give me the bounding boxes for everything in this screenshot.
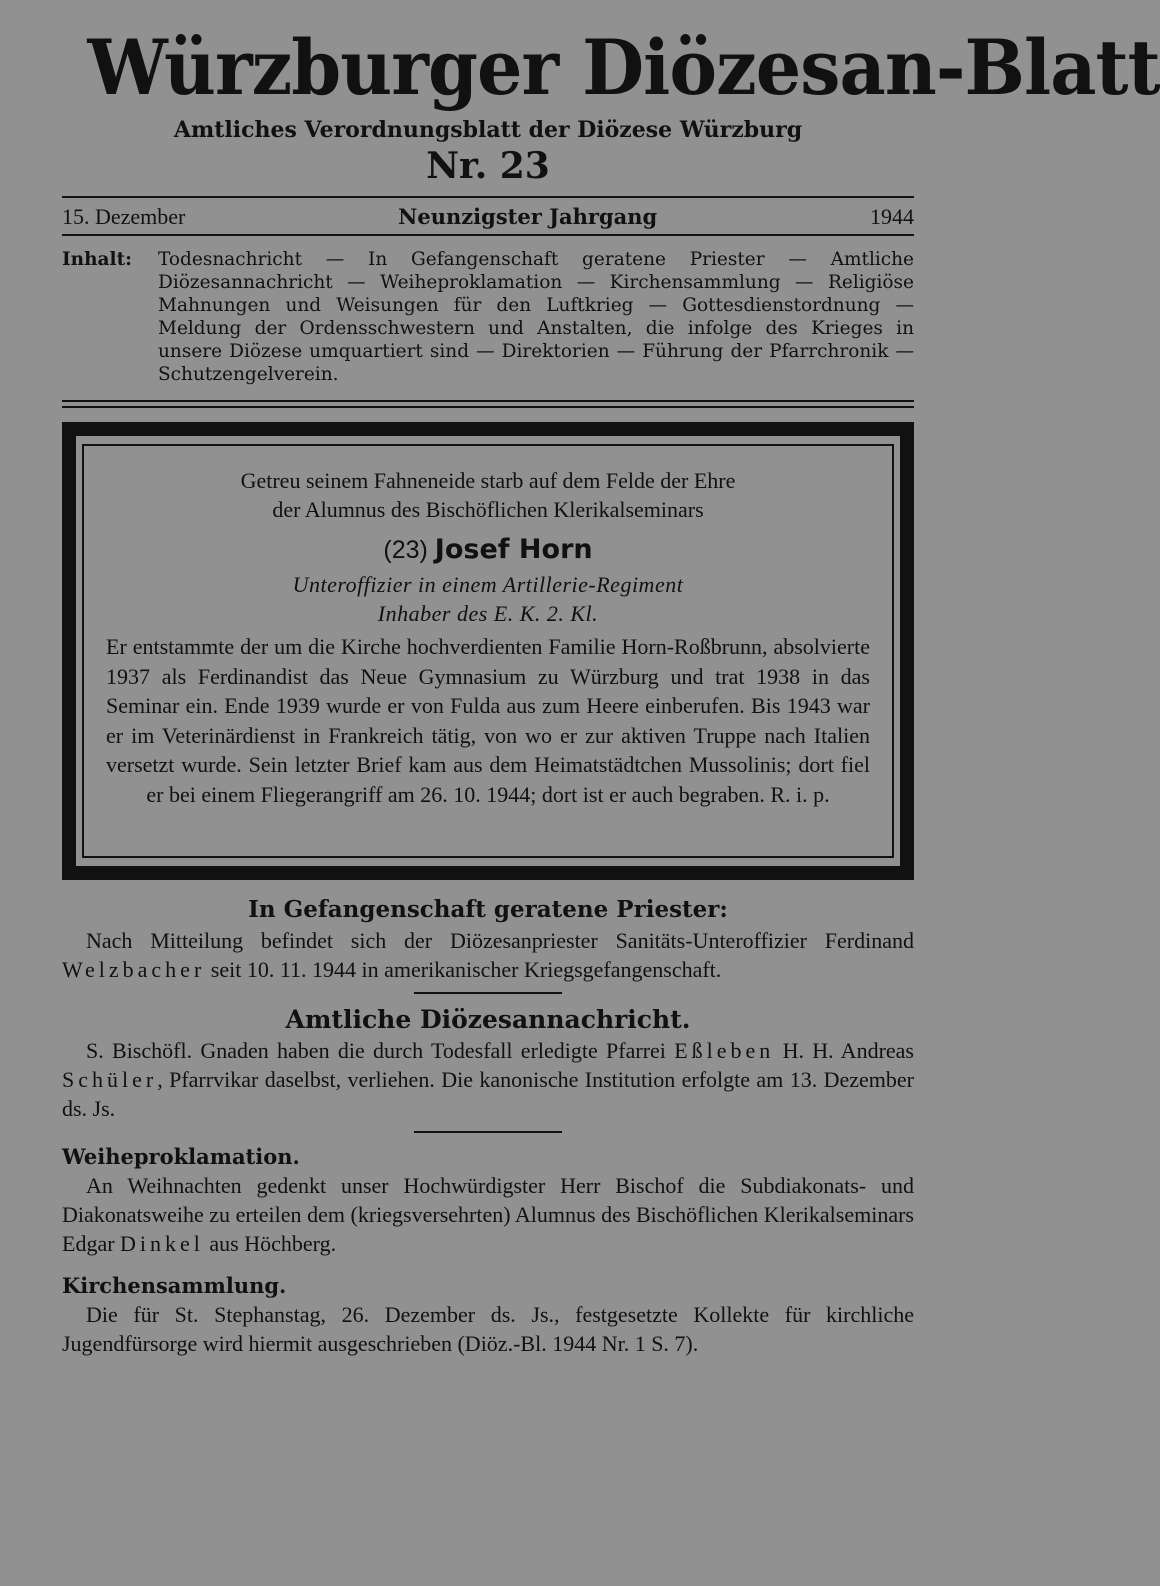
separator-rule bbox=[414, 1131, 562, 1133]
prisoners-text-before: Nach Mitteilung befindet sich der Diözesanpriester Sanitäts-Unteroffizier Ferdinand bbox=[86, 928, 914, 953]
diocesan-news-parish: Eßleben bbox=[674, 1038, 775, 1063]
diocesan-news-text-mid: H. H. Andreas bbox=[782, 1038, 914, 1063]
prisoners-name: Welzbacher bbox=[62, 957, 206, 982]
dateline-rule bbox=[62, 234, 914, 236]
ordination-text bbox=[62, 1171, 914, 1258]
prisoners-heading: In Gefangenschaft geratene Priester: bbox=[248, 896, 728, 923]
diocesan-news-text-after: , Pfarrvikar daselbst, verliehen. Die kanonische Institution erfolgte am 13. Dezember ds. Js. bbox=[62, 1067, 914, 1121]
ordination-text-before: An Weihnachten gedenkt unser Hochwürdigster Herr Bischof die Subdiakonats- und Diakonatsweihe zu erteilen dem (kriegsversehrten) Alumnus des Bischöflichen Klerikalseminars Edgar bbox=[62, 1173, 914, 1256]
issue-date: 15. Dezember bbox=[62, 204, 186, 229]
obituary-number: (23) bbox=[383, 536, 428, 564]
issue-year: 1944 bbox=[869, 204, 914, 229]
separator-rule bbox=[414, 992, 562, 994]
obituary-line-2: der Alumnus des Bischöflichen Klerikalseminars bbox=[272, 497, 704, 522]
diocesan-news-text-before: S. Bischöfl. Gnaden haben die durch Todesfall erledigte Pfarrei bbox=[86, 1038, 666, 1063]
prisoners-text bbox=[62, 926, 914, 984]
contents-text: Todesnachricht — In Gefangenschaft geratene Priester — Amtliche Diözesannachricht — Weiheproklamation — Kirchensammlung — Religiöse Mahnungen und Weisungen für den Luftkrieg — Gottesdienstordnung — Meldung der Ordensschwestern und Anstalten, die infolge des Krieges in unsere Diözese umquartiert sind — Direktorien — Führung der Pfarrchronik — Schutzengelverein. bbox=[158, 249, 914, 385]
prisoners-text-after: seit 10. 11. 1944 in amerikanischer Kriegsgefangenschaft. bbox=[210, 957, 722, 982]
contents-label: Inhalt: bbox=[62, 249, 132, 270]
diocesan-news-name: Schüler bbox=[62, 1067, 158, 1092]
obituary-line-1: Getreu seinem Fahneneide starb auf dem Felde der Ehre bbox=[240, 468, 736, 493]
diocesan-news-text bbox=[62, 1036, 914, 1123]
ordination-heading: Weiheproklamation. bbox=[62, 1144, 300, 1169]
table-of-contents bbox=[62, 248, 914, 386]
diocesan-news-heading: Amtliche Diözesannachricht. bbox=[285, 1005, 691, 1034]
obituary-body: Er entstammte der um die Kirche hochverdienten Familie Horn-Roßbrunn, absolvierte 1937 als Ferdinandist das Neue Gymnasium zu Würzburg und trat 1938 in das Seminar ein. Ende 1939 wurde er von Fulda aus zum Heere einberufen. Bis 1943 war er im Veterinärdienst in Frankreich tätig, von wo er zur aktiven Truppe nach Italien versetzt wurde. Sein letzter Brief kam aus dem Heimatstädtchen Mussolinis; dort fiel er bei einem Fliegerangriff am 26. 10. 1944; dort ist er auch begraben. R. i. p. bbox=[106, 634, 870, 807]
masthead-title: Würzburger Diözesan-Blatt bbox=[87, 23, 1160, 112]
obituary-name: Josef Horn bbox=[434, 534, 593, 565]
newsletter-page bbox=[62, 22, 1160, 1358]
obituary-inner bbox=[82, 444, 894, 858]
masthead-subtitle: Amtliches Verordnungsblatt der Diözese Würzburg bbox=[173, 117, 803, 143]
obituary-decoration: Inhaber des E. K. 2. Kl. bbox=[377, 601, 599, 626]
obituary-name-line bbox=[106, 530, 870, 570]
ordination-name: Dinkel bbox=[120, 1231, 204, 1256]
obituary-box bbox=[62, 422, 914, 880]
ordination-text-after: aus Höchberg. bbox=[209, 1231, 337, 1256]
obituary-rank: Unteroffizier in einem Artillerie-Regiment bbox=[292, 572, 684, 597]
collection-heading: Kirchensammlung. bbox=[62, 1273, 287, 1298]
collection-text: Die für St. Stephanstag, 26. Dezember ds. Js., festgesetzte Kollekte für kirchliche Jugendfürsorge wird hiermit ausgeschrieben (Diöz.-Bl. 1944 Nr. 1 S. 7). bbox=[62, 1302, 914, 1356]
issue-number: Nr. 23 bbox=[426, 145, 550, 187]
double-rule bbox=[62, 400, 914, 408]
volume-label: Neunzigster Jahrgang bbox=[398, 204, 658, 229]
dateline bbox=[62, 198, 914, 234]
